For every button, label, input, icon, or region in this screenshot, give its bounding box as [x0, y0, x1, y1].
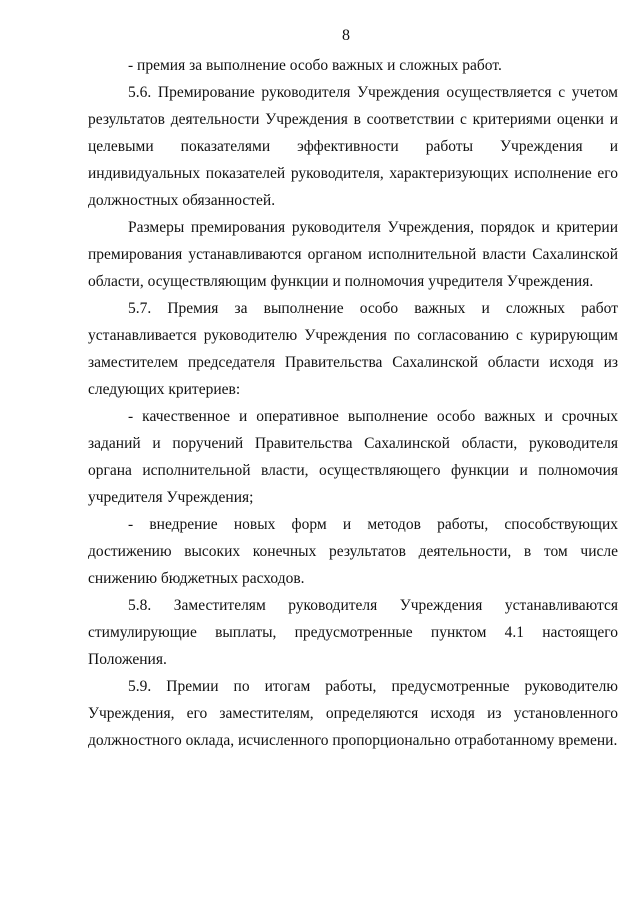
paragraph-5-6: 5.6. Премирование руководителя Учреждения осуществляется с учетом результатов деятельности Учреждения в соответствии с критериями оценки и целевыми показателями эффективности работы Учреждения и индивидуальных показателей руководителя, характеризующих исполнение его должностных обязанностей. — [88, 84, 618, 209]
paragraph-5-8: 5.8. Заместителям руководителя Учреждения устанавливаются стимулирующие выплаты, предусмотренные пунктом 4.1 настоящего Положения. — [88, 597, 618, 668]
paragraph-criterion-2: - внедрение новых форм и методов работы, способствующих достижению высоких конечных результатов деятельности, в том числе снижению бюджетных расходов. — [88, 516, 618, 587]
paragraph-5-9: 5.9. Премии по итогам работы, предусмотренные руководителю Учреждения, его заместителям, определяются исходя из установленного должностного оклада, исчисленного пропорционально отработанному времени. — [88, 678, 618, 749]
paragraph-criterion-1: - качественное и оперативное выполнение особо важных и срочных заданий и поручений Правительства Сахалинской области, руководителя органа исполнительной власти, осуществляющего функции и полномочия учредителя Учреждения; — [88, 408, 618, 506]
paragraph-bonus-item: - премия за выполнение особо важных и сложных работ. — [128, 57, 502, 74]
page-number: 8 — [342, 27, 350, 44]
paragraph-bonus-sizes: Размеры премирования руководителя Учреждения, порядок и критерии премирования устанавливаются органом исполнительной власти Сахалинской области, осуществляющим функции и полномочия учредителя Учреждения. — [88, 219, 618, 290]
paragraph-5-7: 5.7. Премия за выполнение особо важных и сложных работ устанавливается руководителю Учреждения по согласованию с курирующим заместителем председателя Правительства Сахалинской области исходя из следующих критериев: — [88, 300, 618, 398]
